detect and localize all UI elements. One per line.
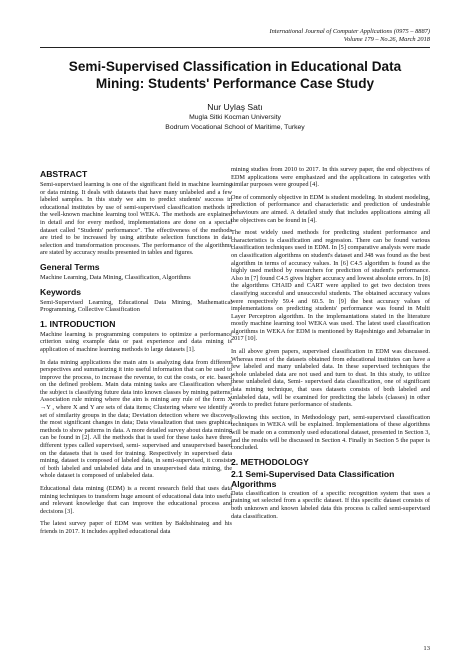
paper-title	[40, 58, 430, 92]
right-column	[231, 166, 430, 525]
right-paragraph-2: One of commonly objective in EDM is student modeling. In student modeling, prediction of performance and characteristic and prediction of undesirable behaviours are aimed. A detailed study that includes applications aiming all the objectives can be found in [4].	[231, 193, 430, 224]
subsection-heading: 2.1 Semi-Supervised Data Classification Algorithms	[231, 468, 395, 489]
general-terms-heading: General Terms	[40, 261, 100, 272]
right-paragraph-5: Following this section, in Methodology part, semi-supervised classification techniques in WEKA will be explained. Implementations of these algorithms will be made on a commonly used educational dataset, presented in Section 3, and the results will be discussed in Section 4. Finally in Section 5 the paper is concluded.	[231, 413, 430, 452]
keywords-heading: Keywords	[40, 286, 82, 297]
title-line-2: Mining: Students' Performance Case Study	[95, 76, 375, 91]
general-terms-text: Machine Learning, Data Mining, Classification, Algorithms	[40, 273, 191, 281]
intro-paragraph-3: Educational data mining (EDM) is a recent research field that uses data mining techniques to transform huge amount of educational data into useful and relevant knowledge that can improve the educational process and decisions [3].	[40, 485, 232, 515]
methodology-heading: 2. METHODOLOGY	[231, 456, 309, 467]
author-affiliation-2: Bodrum Vocational School of Maritime, Turkey	[165, 123, 305, 131]
journal-name: International Journal of Computer Applications (0975 – 8887)	[269, 28, 430, 35]
author-affiliation-1: Mugla Sitki Kocman University	[189, 114, 281, 122]
right-paragraph-4: In all above given papers, supervised classification in EDM was discussed. Whereas most of the datasets obtained from educational institutes can have a few labeled and many unlabeled data. In these supervised techniques the whole unlabeled data are not used and turn to dust. In this study, to utilize these unlabeled data, Semi- supervised data classification, one of significant data mining technique, that uses datasets consists of both labeled and unlabeled data, will be examined for predicting the labels (classes) in other words to predict future performance of students.	[231, 348, 430, 409]
author-block	[40, 103, 430, 132]
page-number: 13	[423, 645, 430, 652]
intro-paragraph-4: The latest survey paper of EDM was written by Bakhshinateg and his friends in 2017. It includes applied educational data	[40, 520, 232, 535]
right-paragraph-1: mining studies from 2010 to 2017. In this survey paper, the end objectives of EDM applications were emphasized and the applications in categories with similar purposes were grouped [4].	[231, 166, 430, 189]
intro-paragraph-2: In data mining applications the main aim is analyzing data from different perspectives and summarizing it into useful information that can be used to improve the process, to increase the revenue, to cut the costs, or etc. based on the defined problem. Main data mining tasks are Classification where the subject is classifying future data into known classes by mining patterns; Association rule mining where the aim is mining any rule of the form X →Y , where X and Y are sets of data items; Clustering where we identify a set of similarity groups in the data; Deviation detection where we discover the most significant changes in data; Data visualization that uses graphical methods to show patterns in data. A more detailed survey about data mining can be found in [2]. All the methods that is used for these tasks have three different types called supervised, semi- supervised and unsupervised based on the datasets that is used for training. Respectively in supervised data mining, dataset is composed of labeled data, in semi-supervised, it consists of both labeled and unlabeled data and in unsupervised data mining, the whole dataset is composed of unlabeled data.	[40, 358, 232, 480]
introduction-heading: 1. INTRODUCTION	[40, 318, 116, 329]
journal-header	[269, 28, 430, 44]
title-line-1: Semi-Supervised Classification in Educational Data	[68, 59, 402, 74]
author-name: Nur Uylaş Satı	[207, 102, 263, 112]
right-paragraph-6: Data classification is creation of a specific recognition system that uses a training set selected from a specific dataset. If this specific dataset consists of both unknown and known labeled data this process is called semi-supervised data classification.	[231, 489, 430, 520]
left-column	[40, 167, 232, 541]
keywords-text: Semi-Supervised Learning, Educational Data Mining, Mathematical Programming, Collective Classification	[40, 298, 232, 314]
journal-volume: Volume 179 – No.26, March 2018	[343, 36, 430, 43]
header-rule	[40, 47, 430, 48]
right-paragraph-3: The most widely used methods for predicting student performance and characteristics is classification and regression. There can be found various classification techniques used in EDM. In [5] comparative analysis were made on classification algorithms on student's dataset and J48 was found as the best algorithm in terms of accuracy values. In [6] C4.5 algorithm is found as the highly used method by researchers for prediction of student's performance. Also in [7] found C4.5 gives higher accuracy and lowest absolute errors. In [8] the algorithms CHAID and CART were applied to get two decision trees classifying succesful and unsuccesful students. The obtained accuracy values were respectively 59.4 and 60.5. In [9] the best accuracy values of implementations on predicting students' performance was found in Multi Layer Perceptron algorithm. In the implemantations stated in the literature mostly machine learning tool WEKA was used. The latest used classification algorithms in WEKA for EDM is mentioned by Rajeshinigo and Jebamalar in 2017 [10].	[231, 229, 430, 343]
intro-paragraph-1: Machine learning is programming computers to optimize a performance criterion using example data or past experience and data mining is application of machine learning methods to large datasets [1].	[40, 330, 232, 353]
abstract-heading: ABSTRACT	[40, 169, 88, 179]
abstract-text: Semi-supervised learning is one of the significant field in machine learning or data mining. It deals with datasets that have many unlabeled and a few labeled samples. In this study we aim to predict students' success in educational institutes by use of semi-supervised classification methods in the well-known machine learning tool WEKA. The methods are explained in detail and for every method, implementations are done on a special dataset called "Students' performance". The effectiveness of the methods are tried to be increased by using attribute selection functions in data selection and transformation processes. The performance of the algorithms are stated by accuracy results presented in tables and figures.	[40, 181, 232, 257]
